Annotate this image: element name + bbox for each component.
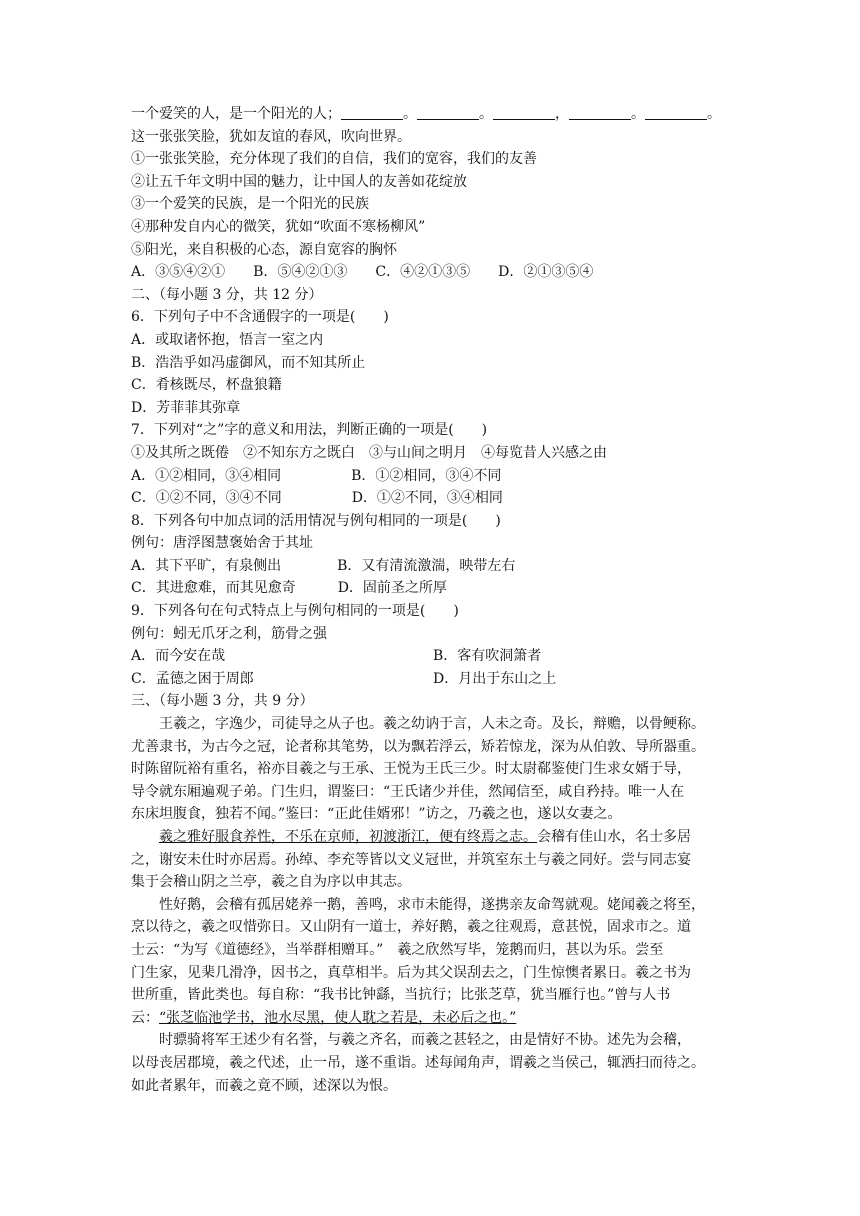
passage-line: 集于会稽山阴之兰亭，羲之自为序以申其志。 — [131, 874, 411, 891]
q9-options-row-1 — [131, 645, 731, 668]
punct: 。 — [403, 106, 417, 122]
passage-line — [131, 826, 731, 849]
q5-options: A．③⑤④②① B．⑤④②①③ C．④②①③⑤ D．②①③⑤④ — [131, 264, 594, 281]
q6-option-a: A．或取诸怀抱，悟言一室之内 — [131, 331, 324, 348]
q8-example: 例句：唐浮图慧褒始舍于其址 — [131, 535, 313, 552]
choice-item-1: ①一张张笑脸，充分体现了我们的自信，我们的宽容，我们的友善 — [131, 151, 537, 168]
passage-text: 会稽有佳山水，名士多居 — [537, 829, 691, 845]
passage-line: 尤善隶书，为古今之冠，论者称其笔势，以为飘若浮云，矫若惊龙，深为从伯敦、导所器重。 — [131, 738, 705, 755]
sentence-prefix: 一个爱笑的人，是一个阳光的人； — [131, 106, 341, 122]
q9-example: 例句：蚓无爪牙之利，筋骨之强 — [131, 625, 327, 642]
question-6: 6．下列句子中不含通假字的一项是( ) — [131, 309, 389, 326]
q6-option-c: C．肴核既尽，杯盘狼籍 — [131, 377, 282, 394]
punct: 。 — [479, 106, 493, 122]
exam-page — [131, 103, 731, 1097]
q6-option-d: D．芳菲菲其弥章 — [131, 399, 241, 416]
passage-line: 烹以待之，羲之叹惜弥日。又山阴有一道士，养好鹅，羲之往观焉，意甚悦，固求市之。道 — [131, 919, 691, 936]
q9-option-d: D．月出于东山之上 — [433, 670, 557, 687]
passage-line: 时骠骑将军王述少有名誉，与羲之齐名，而羲之甚轻之，由是情好不协。述先为会稽， — [159, 1032, 691, 1049]
answer-blank[interactable] — [341, 105, 403, 120]
underlined-sentence: 羲之雅好服食养性，不乐在京师，初渡浙江，便有终焉之志。 — [159, 829, 537, 845]
text-line: 这一张张笑脸，犹如友谊的春风，吹向世界。 — [131, 128, 411, 145]
q9-option-c: C．孟德之困于周郎 — [131, 670, 254, 687]
passage-line: 门生家，见棐几滑净，因书之，真草相半。后为其父误刮去之，门生惊懊者累日。羲之书为 — [131, 964, 691, 981]
choice-item-4: ④那种发自内心的微笑，犹如“吹面不寒杨柳风” — [131, 218, 426, 235]
passage-line: 如此者累年，而羲之竟不顾，述深以为恨。 — [131, 1077, 397, 1094]
passage — [131, 713, 731, 1097]
question-9: 9．下列各句在句式特点上与例句相同的一项是( ) — [131, 603, 459, 620]
answer-blank[interactable] — [417, 105, 479, 120]
q8-options-ab: A．其下平旷，有泉侧出 B．又有清流激湍，映带左右 — [131, 557, 516, 574]
q9-options-row-2 — [131, 668, 731, 691]
section-3-header: 三、（每小题 3 分，共 9 分） — [131, 693, 314, 710]
sentence-fill-line — [131, 103, 731, 126]
section-2-header: 二、（每小题 3 分，共 12 分） — [131, 286, 323, 303]
answer-blank[interactable] — [569, 105, 631, 120]
q9-option-a: A．而今安在哉 — [131, 648, 226, 665]
passage-text: 云： — [131, 1009, 159, 1026]
choice-item-2: ②让五千年文明中国的魅力，让中国人的友善如花绽放 — [131, 173, 467, 190]
punct: ， — [555, 106, 569, 122]
q8-options-cd: C．其进愈难，而其见愈奇 D．固前圣之所厚 — [131, 580, 447, 597]
choice-item-5: ⑤阳光，来自积极的心态，源自宽容的胸怀 — [131, 241, 397, 258]
q9-option-b: B．客有吹洞箫者 — [433, 648, 542, 665]
q7-options-ab: A．①②相同，③④相同 B．①②相同，③④不同 — [131, 467, 502, 484]
passage-line — [131, 1007, 731, 1030]
punct: 。 — [707, 106, 721, 122]
answer-blank[interactable] — [493, 105, 555, 120]
passage-line: 士云：“为写《道德经》，当举群相赠耳。” 羲之欣然写毕，笼鹅而归，甚以为乐。尝至 — [131, 941, 664, 958]
q6-option-b: B．浩浩乎如冯虚御风，而不知其所止 — [131, 354, 366, 371]
passage-line: 东床坦腹食，独若不闻。”鉴曰：“正此佳婿邪！”访之，乃羲之也，遂以女妻之。 — [131, 806, 622, 823]
choice-item-3: ③一个爱笑的民族，是一个阳光的民族 — [131, 196, 369, 213]
passage-line: 之，谢安未仕时亦居焉。孙绰、李充等皆以文义冠世，并筑室东土与羲之同好。尝与同志宴 — [131, 851, 691, 868]
q7-options-cd: C．①②不同，③④不同 D．①②不同，③④相同 — [131, 490, 503, 507]
passage-line: 导令就东厢遍观子弟。门生归，谓鉴曰：“王氏诸少并佳，然闻信至，咸自矜持。唯一人在 — [131, 783, 685, 800]
answer-blank[interactable] — [645, 105, 707, 120]
underlined-sentence: “张芝临池学书，池水尽黑，使人耽之若是，未必后之也。” — [159, 1009, 517, 1026]
passage-line: 世所重，皆此类也。每自称：“我书比钟繇，当抗行；比张芝草，犹当雁行也。”曾与人书 — [131, 987, 671, 1004]
passage-line: 王羲之，字逸少，司徒导之从子也。羲之幼讷于言，人未之奇。及长，辩赡，以骨鲠称。 — [159, 716, 705, 733]
q7-items: ①及其所之既倦 ②不知东方之既白 ③与山间之明月 ④每览昔人兴感之由 — [131, 444, 607, 461]
punct: 。 — [631, 106, 645, 122]
question-7: 7．下列对“之”字的意义和用法，判断正确的一项是( ) — [131, 422, 488, 439]
passage-line: 时陈留阮裕有重名，裕亦目羲之与王承、王悦为王氏三少。时太尉郗鉴使门生求女婿于导， — [131, 761, 691, 778]
passage-line: 性好鹅，会稽有孤居姥养一鹅，善鸣，求市未能得，遂携亲友命驾就观。姥闻羲之将至， — [159, 896, 705, 913]
question-8: 8．下列各句中加点词的活用情况与例句相同的一项是( ) — [131, 512, 501, 529]
passage-line: 以母丧居郡境，羲之代述，止一吊，遂不重诣。述每闻角声，谓羲之当侯己，辄洒扫而待之。 — [131, 1054, 705, 1071]
